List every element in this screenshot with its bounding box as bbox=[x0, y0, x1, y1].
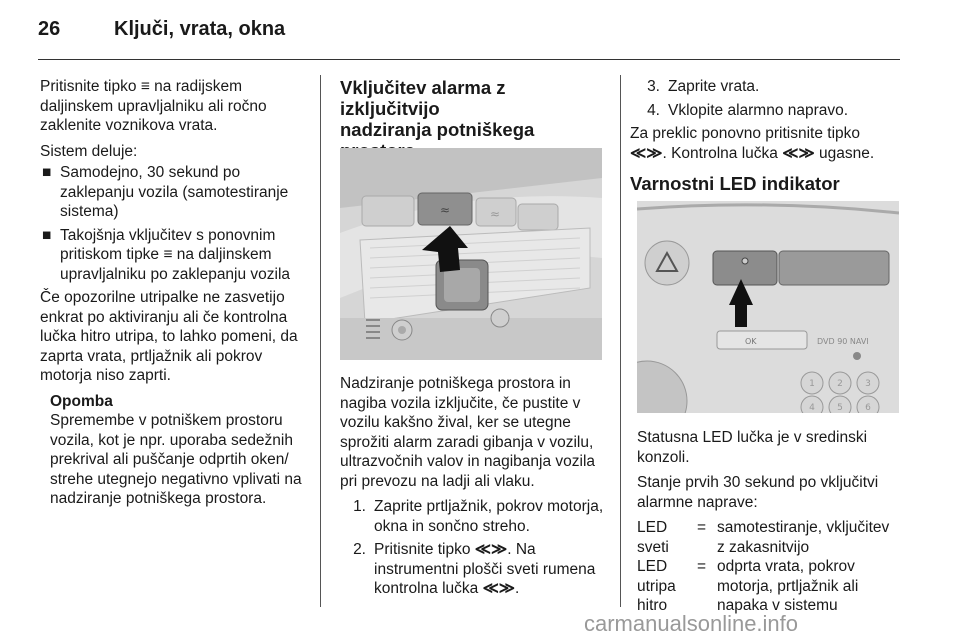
list-item: 1. Zaprite prtljažnik, pokrov motorja, okna in sončno streho. bbox=[353, 498, 604, 535]
warning-paragraph: Če opozorilne utripalke ne zasvetijo enkrat po aktiviranju ali če kontrolna lučka hitro utripa, to lahko pomeni, da zaprta vrata, prtljažnik ali pokrov motorja niso zaprti. bbox=[40, 289, 298, 384]
alarm-lamp-icon: ≪≫ bbox=[782, 144, 815, 162]
column-3 bbox=[630, 77, 910, 194]
table-row-value: samotestiranje, vključitev z zakasnitvijo bbox=[717, 519, 890, 556]
bullet-square-icon: ■ bbox=[42, 226, 52, 244]
list-item: 3. Zaprite vrata. bbox=[647, 78, 760, 95]
preset-key-4: 4 bbox=[809, 403, 815, 413]
remote-key-icon: ≡ bbox=[163, 246, 173, 263]
dvd-navi-label: DVD 90 NAVI bbox=[817, 337, 869, 346]
table-row-key: LED utripa hitro bbox=[637, 558, 676, 614]
list-item: ■ Takojšnja vključitev s ponovnim pritiskom tipke ≡ na daljinskem upravljalniku po zaklepanju vozila bbox=[42, 226, 291, 283]
page-title: Ključi, vrata, okna bbox=[114, 18, 286, 40]
column-2-body bbox=[340, 374, 610, 603]
center-console-figure bbox=[637, 201, 899, 413]
intro-paragraph: Pritisnite tipko ≡ na radijskem daljinskem upravljalniku ali ročno zaklenite voznikova vrata. bbox=[40, 78, 267, 134]
system-works-label: Sistem deluje: bbox=[40, 142, 138, 160]
column-divider-1 bbox=[320, 75, 321, 607]
column-1 bbox=[40, 77, 308, 509]
alarm-button-icon: ≪≫ bbox=[474, 541, 508, 558]
list-item: 4. Vklopite alarmno napravo. bbox=[647, 101, 849, 119]
alarm-button-icon: ≪≫ bbox=[630, 144, 663, 162]
roof-console-figure bbox=[340, 148, 602, 360]
page-number: 26 bbox=[38, 18, 61, 40]
preset-key-2: 2 bbox=[837, 379, 843, 389]
roof-console-illustration bbox=[340, 148, 602, 360]
list-item: 2. Pritisnite tipko ≪≫. Na instrumentni plošči sveti rumena kontrolna lučka ≪≫. bbox=[353, 541, 596, 597]
bullet-square-icon: ■ bbox=[42, 164, 52, 181]
monitoring-paragraph: Nadziranje potniškega prostora in nagiba vozila izključite, če pustite v vozilu kakšno žival, ker se utegne sprožiti alarm zaradi gibanja v vozilu, ultrazvočnih valov in nagibanja vozila pri prevozu na ladji ali vlaku. bbox=[340, 375, 596, 490]
watermark: carmanualsonline.info bbox=[584, 611, 799, 636]
table-row-eq: = bbox=[697, 558, 707, 575]
preset-key-6: 6 bbox=[865, 403, 871, 413]
svg-text:≈: ≈ bbox=[440, 203, 451, 217]
list-item: ■ Samodejno, 30 sekund po zaklepanju vozila (samotestiranje sistema) bbox=[42, 164, 289, 220]
alarm-lamp-icon: ≪≫ bbox=[482, 580, 516, 597]
center-console-illustration bbox=[637, 201, 899, 413]
preset-key-1: 1 bbox=[809, 379, 815, 389]
table-row-key: LED sveti bbox=[637, 519, 669, 556]
led-status-table bbox=[637, 518, 907, 616]
column-3-body bbox=[637, 428, 907, 616]
led-state-paragraph: Stanje prvih 30 sekund po vključitvi alarmne naprave: bbox=[637, 474, 879, 511]
note-text: Spremembe v potniškem prostoru vozila, kot je npr. uporaba sedežnih prekrival ali puščanje odprtih oken/ strehe utegnejo negativno vplivati na nadziranje potniškega prostora. bbox=[50, 412, 302, 507]
led-location-paragraph: Statusna LED lučka je v sredinski konzoli. bbox=[637, 429, 868, 466]
section-title-led: Varnostni LED indikator bbox=[630, 173, 840, 194]
header-rule bbox=[38, 59, 900, 60]
ok-label: OK bbox=[745, 337, 757, 346]
column-divider-2 bbox=[620, 75, 621, 607]
remote-key-icon: ≡ bbox=[140, 78, 150, 95]
preset-key-3: 3 bbox=[865, 379, 871, 389]
cancel-paragraph: Za preklic ponovno pritisnite tipko ≪≫. Kontrolna lučka ≪≫ ugasne. bbox=[630, 125, 875, 162]
note-box bbox=[40, 392, 308, 509]
preset-key-5: 5 bbox=[837, 403, 843, 413]
table-row-value: odprta vrata, pokrov motorja, prtljažnik ali napaka v sistemu bbox=[717, 558, 859, 614]
svg-text:≈: ≈ bbox=[490, 207, 501, 221]
table-row-eq: = bbox=[697, 519, 707, 536]
note-title: Opomba bbox=[50, 392, 113, 410]
section-title-alarm: Vključitev alarma z izključitvijo nadziranja potniškega bbox=[340, 77, 535, 140]
